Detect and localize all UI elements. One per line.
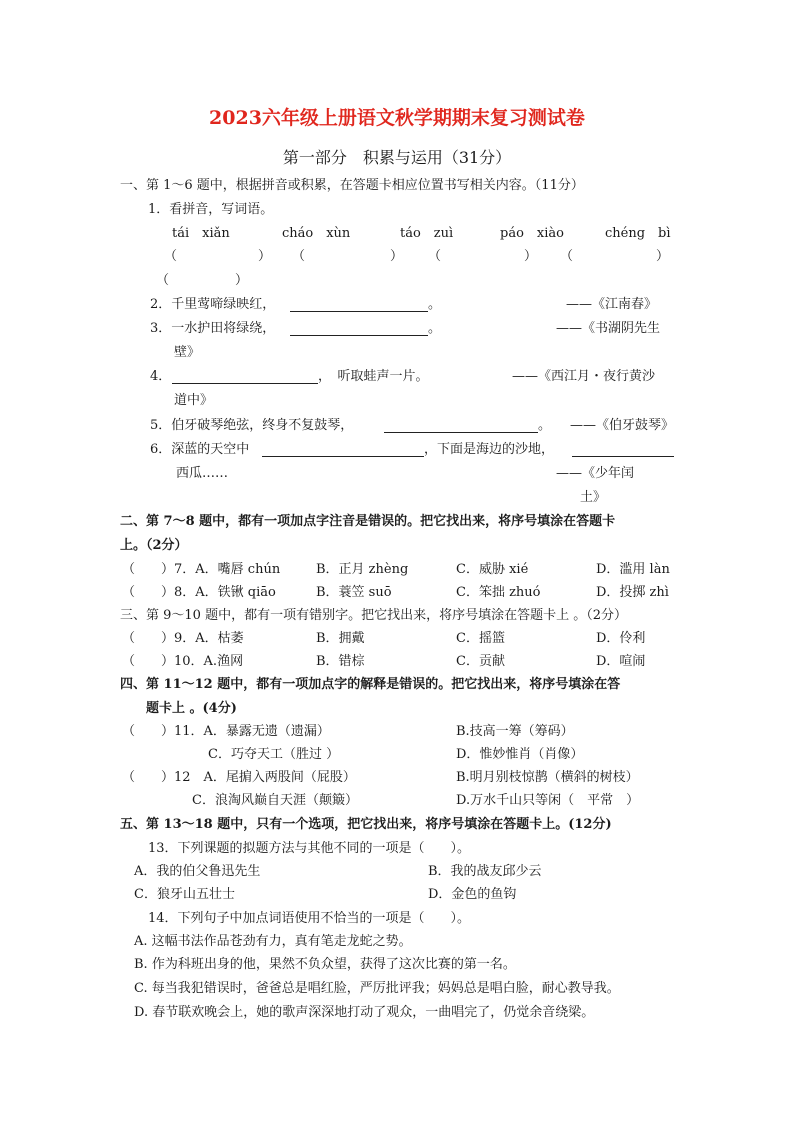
answer-blank-3[interactable] (290, 335, 428, 336)
answer-paren-open-3: （ (428, 249, 442, 264)
question-7: （ ）7．A．嘴唇 chún (122, 562, 281, 577)
question-5-end: 。 (538, 418, 552, 433)
question-7-c: C．威胁 xié (456, 562, 529, 577)
answer-paren-close-5: ） (235, 273, 249, 288)
question-6-source-cont: 土》 (580, 490, 607, 505)
question-4-text: ， 听取蛙声一片。 (318, 369, 429, 384)
question-1: 1．看拼音，写词语。 (148, 202, 274, 217)
question-4-source: ——《西江月・夜行黄沙 (512, 369, 656, 384)
answer-blank-5[interactable] (384, 432, 538, 433)
question-2-source: ——《江南春》 (566, 297, 658, 312)
question-8-c: C．笨拙 zhuó (456, 585, 541, 600)
question-5-source: ——《伯牙鼓琴》 (570, 418, 675, 433)
question-9-b: B．拥戴 (316, 631, 365, 646)
question-6-cont: 西瓜…… (176, 466, 229, 481)
question-13-a: A．我的伯父鲁迅先生 (134, 864, 261, 879)
answer-paren-open-5: （ (156, 273, 170, 288)
question-13: 13．下列课题的拟题方法与其他不同的一项是（ ）。 (148, 841, 471, 856)
pinyin-4: páo xiào (500, 226, 564, 241)
section-5-heading: 五、第 13～18 题中，只有一个选项，把它找出来，将序号填涂在答题卡上。(12分) (120, 817, 612, 832)
question-12-b: B.明月别枝惊鹊（横斜的树枝） (456, 770, 639, 785)
answer-paren-close-1: ） (258, 249, 272, 264)
question-3: 3．一水护田将绿绕， (150, 321, 276, 336)
question-14-a: A. 这幅书法作品苍劲有力，真有笔走龙蛇之势。 (134, 934, 412, 949)
answer-paren-open-1: （ (164, 249, 178, 264)
answer-blank-4[interactable] (172, 383, 318, 384)
question-3-source: ——《书湖阴先生 (556, 321, 661, 336)
answer-paren-open-2: （ (292, 249, 306, 264)
question-13-c: C．狼牙山五壮士 (134, 887, 235, 902)
question-2-end: 。 (428, 297, 442, 312)
question-8: （ ）8．A．铁锹 qiāo (122, 585, 276, 600)
document-title: 2023六年级上册语文秋学期期末复习测试卷 (209, 107, 585, 129)
question-13-d: D．金色的鱼钩 (428, 887, 517, 902)
question-10-d: D．喧闹 (596, 654, 646, 669)
pinyin-2: cháo xùn (282, 226, 351, 241)
question-11-a: （ ）11．A．暴露无遗（遗漏） (122, 724, 330, 739)
answer-blank-6a[interactable] (262, 456, 424, 457)
answer-paren-close-3: ） (524, 249, 538, 264)
question-13-b: B．我的战友邱少云 (428, 864, 542, 879)
pinyin-5: chéng bì (605, 226, 671, 241)
question-14-b: B. 作为科班出身的他，果然不负众望，获得了这次比赛的第一名。 (134, 957, 516, 972)
question-7-b: B．正月 zhèng (316, 562, 409, 577)
question-4-source-cont: 道中》 (174, 393, 214, 408)
section-2-heading-cont: 上。（2分） (120, 538, 188, 553)
answer-blank-6b[interactable] (572, 456, 674, 457)
question-10: （ ）10．A.渔网 (122, 654, 244, 669)
section-1-heading: 一、第 1～6 题中，根据拼音或积累，在答题卡相应位置书写相关内容。（11分） (120, 178, 584, 193)
question-10-b: B．错棕 (316, 654, 365, 669)
section-3-heading: 三、第 9～10 题中，都有一项有错别字。把它找出来，将序号填涂在答题卡上 。（2分） (120, 608, 627, 623)
question-11-d: D．惟妙惟肖（肖像） (456, 747, 584, 762)
question-12-d: D.万水千山只等闲（ 平常 ） (456, 793, 640, 808)
section-4-heading-cont: 题卡上 。(4分) (146, 701, 237, 716)
question-4: 4． (150, 369, 172, 384)
question-14: 14．下列句子中加点词语使用不恰当的一项是（ ）。 (148, 911, 471, 926)
pinyin-3: táo zuì (400, 226, 454, 241)
question-8-b: B．蓑笠 suō (316, 585, 392, 600)
question-12-c: C．浪淘风巅自天涯（颠簸） (192, 793, 358, 808)
question-2: 2．千里莺啼绿映红， (150, 297, 276, 312)
pinyin-1: tái xiǎn (172, 226, 230, 241)
question-9: （ ）9．A．枯萎 (122, 631, 244, 646)
question-6-text: ，下面是海边的沙地， (424, 442, 555, 457)
question-7-d: D．滥用 làn (596, 562, 670, 577)
question-6: 6．深蓝的天空中 (150, 442, 250, 457)
section-4-heading: 四、第 11～12 题中，都有一项加点字的解释是错误的。把它找出来，将序号填涂在答 (120, 677, 621, 692)
question-8-d: D．投掷 zhì (596, 585, 669, 600)
question-14-d: D. 春节联欢晚会上，她的歌声深深地打动了观众，一曲唱完了，仍觉余音绕梁。 (134, 1005, 595, 1020)
question-14-c: C. 每当我犯错误时，爸爸总是唱红脸，严厉批评我；妈妈总是唱白脸，耐心教导我。 (134, 981, 620, 996)
question-9-c: C．摇篮 (456, 631, 505, 646)
question-11-c: C．巧夺天工（胜过 ） (208, 747, 340, 762)
answer-paren-open-4: （ (560, 249, 574, 264)
section-2-heading: 二、第 7～8 题中，都有一项加点字注音是错误的。把它找出来，将序号填涂在答题卡 (120, 514, 616, 529)
part-title: 第一部分 积累与运用（31分） (282, 148, 512, 167)
question-5: 5．伯牙破琴绝弦，终身不复鼓琴， (150, 418, 354, 433)
question-3-source-cont: 壁》 (174, 345, 201, 360)
question-6-source: ——《少年闰 (556, 466, 635, 481)
answer-blank-2[interactable] (290, 311, 428, 312)
question-12-a: （ ）12 A．尾掮入两股间（屁股） (122, 770, 356, 785)
question-11-b: B.技高一筹（筹码） (456, 724, 574, 739)
question-3-end: 。 (428, 321, 442, 336)
answer-paren-close-2: ） (390, 249, 404, 264)
question-10-c: C．贡献 (456, 654, 505, 669)
answer-paren-close-4: ） (656, 249, 670, 264)
question-9-d: D．伶利 (596, 631, 646, 646)
